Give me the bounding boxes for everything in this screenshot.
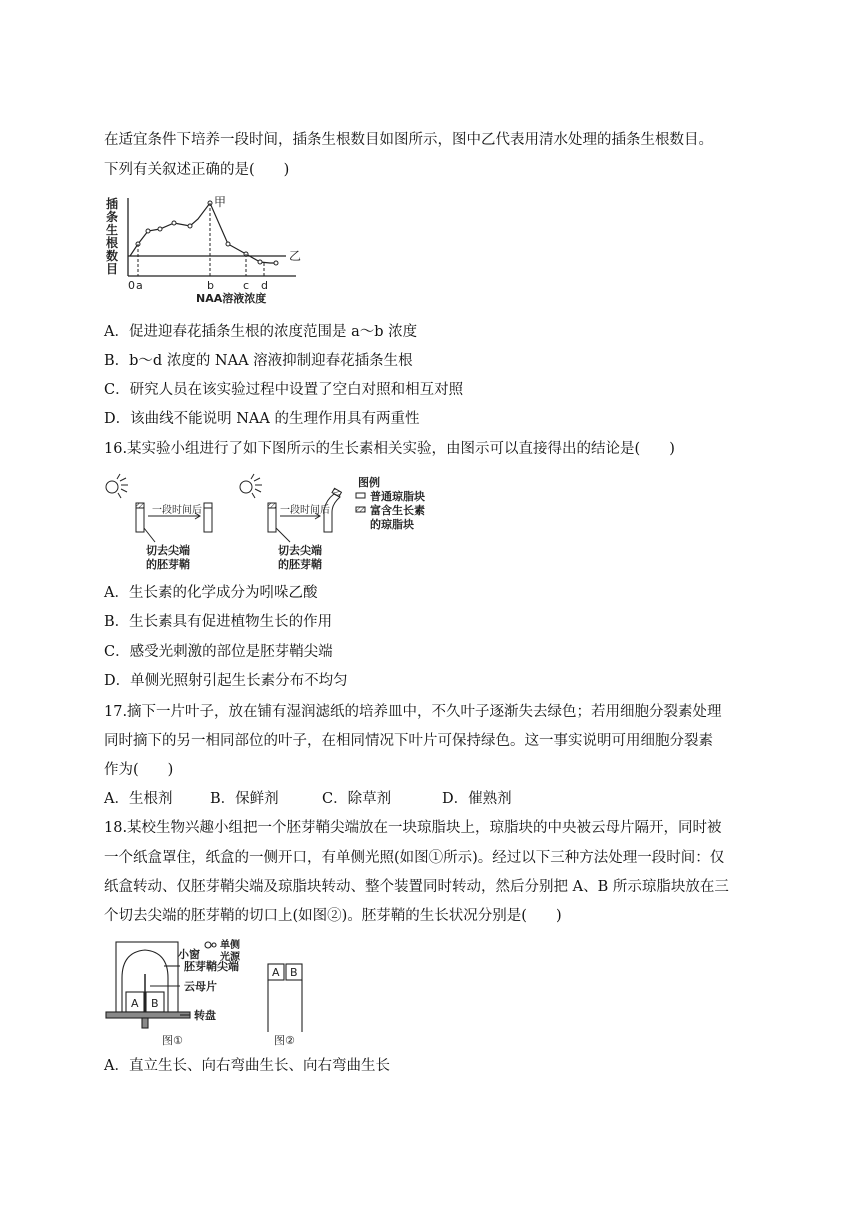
q18-label-mica: 云母片 (184, 980, 217, 993)
q18-caption-1: 图① (162, 1034, 183, 1047)
q15-ylabel-char: 条 (106, 210, 119, 224)
q15-series-label-yi: 乙 (289, 249, 302, 263)
q15-tick-b: b (207, 279, 214, 292)
light-source-icon (205, 942, 211, 948)
coleoptile (204, 508, 212, 532)
q15-ylabel-char: 数 (106, 249, 119, 263)
agar-block-plain (204, 503, 212, 508)
q16-legend-title: 图例 (358, 476, 380, 489)
q15-drop-lines (138, 203, 264, 276)
q16-option-a: A．生长素的化学成分为吲哚乙酸 (104, 585, 318, 601)
q18-option-a: A．直立生长、向右弯曲生长、向右弯曲生长 (104, 1058, 390, 1074)
q16-legend-2b: 的琼脂块 (370, 518, 414, 531)
q15-stem-line1: 在适宜条件下培养一段时间，插条生根数目如图所示，图中乙代表用清水处理的插条生根数目。 (104, 132, 713, 148)
q15-series-label-jia: 甲 (214, 195, 227, 209)
q15-point (158, 227, 162, 231)
q15-tick-d: d (261, 279, 268, 292)
q17-stem-line3: 作为( ) (104, 762, 174, 778)
q17-stem-line2: 同时摘下的另一相同部位的叶子，在相同情况下叶片可保持绿色。这一事实说明可用细胞分裂素 (104, 733, 713, 749)
q16-caption-2a: 切去尖端 (278, 544, 322, 557)
q17-stem-line1: 17.摘下一片叶子，放在铺有湿润滤纸的培养皿中，不久叶子逐渐失去绿色；若用细胞分裂素处理 (104, 704, 722, 720)
q16-legend-2a: 富含生长素 (370, 504, 425, 517)
q15-ylabel (106, 196, 122, 276)
q15-point (226, 242, 230, 246)
q17-option-b: B．保鲜剂 (210, 791, 279, 807)
q18-caption-2: 图② (274, 1034, 295, 1047)
q15-ylabel-char: 目 (106, 262, 119, 276)
q18-block-b2-label: B (290, 966, 298, 979)
coleoptile (268, 508, 276, 532)
q18-stem-line4: 个切去尖端的胚芽鞘的切口上(如图②)。胚芽鞘的生长状况分别是( ) (104, 908, 562, 924)
q18-label-turntable: 转盘 (194, 1009, 216, 1022)
q15-stem-line2: 下列有关叙述正确的是( ) (104, 162, 290, 178)
turntable (106, 1012, 190, 1018)
q16-option-b: B．生长素具有促进植物生长的作用 (104, 614, 333, 630)
q16-caption-1b: 的胚芽鞘 (146, 558, 190, 571)
q18-block-a2-label: A (272, 966, 280, 979)
q15-tick-a: a (136, 279, 143, 292)
coleoptile (136, 508, 144, 532)
q18-block-b-label: B (151, 997, 159, 1010)
q15-origin-label: 0 (128, 279, 135, 292)
q15-option-a: A．促进迎春花插条生根的浓度范围是 a～b 浓度 (104, 324, 418, 340)
q18-block-a-label: A (131, 997, 139, 1010)
q15-curve-points (136, 201, 278, 265)
q15-point (172, 221, 176, 225)
q15-curve (130, 203, 276, 263)
q15-ylabel-char: 根 (106, 236, 119, 250)
q15-xlabel: NAA溶液浓度 (196, 292, 267, 305)
q18-stem-line3: 纸盒转动、仅胚芽鞘尖端及琼脂块转动、整个装置同时转动，然后分别把 A、B 所示琼脂块放在三 (104, 879, 729, 895)
agar-block-hormone (268, 503, 276, 508)
q16-pointer-2 (276, 528, 290, 542)
q18-label-light-a: 单侧 (220, 940, 240, 951)
q16-caption-1a: 切去尖端 (146, 544, 190, 557)
q15-option-b: B．b～d 浓度的 NAA 溶液抑制迎春花插条生根 (104, 353, 413, 369)
q16-experiment-figure (100, 470, 450, 574)
q18-label-light-b: 光源 (220, 952, 240, 963)
agar-block-hormone (136, 503, 144, 508)
q15-option-d: D．该曲线不能说明 NAA 的生理作用具有两重性 (104, 411, 420, 427)
legend-swatch-hormone (356, 507, 365, 512)
light-source-icon (212, 943, 216, 947)
q16-caption-2b: 的胚芽鞘 (278, 558, 322, 571)
sun-icon (106, 474, 128, 498)
q18-stem-line2: 一个纸盒罩住，纸盒的一侧开口，有单侧光照(如图①所示)。经过以下三种方法处理一段时间：仅 (104, 850, 725, 866)
q18-apparatus-figure (100, 936, 320, 1048)
q16-option-c: C．感受光刺激的部位是胚芽鞘尖端 (104, 644, 333, 660)
q15-point (258, 260, 262, 264)
q16-arrow-text-1: 一段时间后 (152, 505, 202, 516)
legend-swatch-plain (356, 493, 365, 498)
q15-ylabel-char: 插 (106, 197, 119, 211)
q18-label-tip: 胚芽鞘尖端 (184, 960, 239, 973)
q15-point (146, 229, 150, 233)
q16-pointer-1 (144, 528, 155, 542)
q16-stem: 16.某实验小组进行了如下图所示的生长素相关实验，由图示可以直接得出的结论是( ) (104, 441, 675, 457)
q15-ylabel-char: 生 (106, 223, 119, 237)
paper-box (116, 942, 178, 1012)
q18-label-window: 小窗 (178, 948, 200, 961)
q15-tick-c: c (243, 279, 250, 292)
q17-option-d: D．催熟剂 (442, 791, 512, 807)
q15-point (274, 261, 278, 265)
q16-legend-1: 普通琼脂块 (370, 490, 425, 503)
q15-root-count-chart (100, 192, 310, 308)
q17-option-a: A．生根剂 (104, 791, 173, 807)
sun-icon (240, 474, 262, 498)
q16-option-d: D．单侧光照射引起生长素分布不均匀 (104, 673, 348, 689)
q16-arrow-text-2: 一段时间后 (280, 505, 330, 516)
q15-point (188, 224, 192, 228)
turntable-shaft (142, 1018, 148, 1028)
agar-block-hormone (332, 488, 341, 496)
q15-option-c: C．研究人员在该实验过程中设置了空白对照和相互对照 (104, 382, 464, 398)
q17-option-c: C．除草剂 (322, 791, 392, 807)
q18-stem-line1: 18.某校生物兴趣小组把一个胚芽鞘尖端放在一块琼脂块上，琼脂块的中央被云母片隔开，同时被 (104, 820, 722, 836)
